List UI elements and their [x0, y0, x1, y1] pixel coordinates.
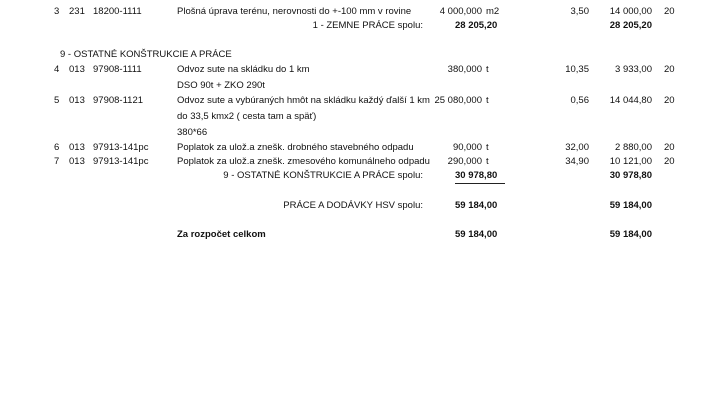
grand-total-value: 59 184,00 [609, 229, 652, 240]
row-quantity: 90,000 [452, 142, 482, 153]
subtotal-total: 28 205,20 [609, 20, 652, 31]
grand-total-label: Za rozpočet celkom [177, 229, 266, 240]
row-total: 2 880,00 [615, 142, 652, 153]
row-quantity: 4 000,000 [439, 6, 482, 17]
subtotal-label: 9 - OSTATNÉ KONŠTRUKCIE A PRÁCE spolu: [223, 170, 423, 181]
subtotal-label: 1 - ZEMNE PRÁCE spolu: [312, 20, 423, 31]
row-unit: t [486, 64, 489, 75]
row-vat: 20 [664, 142, 675, 153]
row-number: 6 [54, 142, 60, 153]
hsv-total: 59 184,00 [609, 200, 652, 211]
row-number: 3 [54, 6, 60, 17]
subtotal-underline [455, 183, 505, 184]
row-unit: m2 [486, 6, 500, 17]
row-unit: t [486, 156, 489, 167]
subtotal-quantity: 30 978,80 [455, 170, 498, 181]
row-total: 10 121,00 [609, 156, 652, 167]
row-type: 013 [69, 156, 85, 167]
row-description-note: do 33,5 kmx2 ( cesta tam a späť) [177, 111, 317, 122]
row-quantity: 290,000 [447, 156, 482, 167]
row-number: 4 [54, 64, 60, 75]
row-type: 013 [69, 95, 85, 106]
row-unit-price: 32,00 [565, 142, 589, 153]
row-code: 97913-141pc [93, 142, 149, 153]
row-total: 14 000,00 [609, 6, 652, 17]
row-vat: 20 [664, 156, 675, 167]
row-code: 18200-1111 [93, 6, 142, 17]
row-number: 7 [54, 156, 60, 167]
row-code: 97908-1111 [93, 64, 142, 75]
row-total: 14 044,80 [609, 95, 652, 106]
row-vat: 20 [664, 95, 675, 106]
subtotal-total: 30 978,80 [609, 170, 652, 181]
grand-total-quantity: 59 184,00 [455, 229, 498, 240]
section-title: 9 - OSTATNÉ KONŠTRUKCIE A PRÁCE [60, 49, 232, 60]
row-unit: t [486, 95, 489, 106]
row-description-note: DSO 90t + ZKO 290t [177, 80, 265, 91]
row-unit: t [486, 142, 489, 153]
row-unit-price: 34,90 [565, 156, 589, 167]
row-number: 5 [54, 95, 60, 106]
hsv-label: PRÁCE A DODÁVKY HSV spolu: [283, 200, 423, 211]
row-description-calc: 380*66 [177, 127, 208, 138]
row-description: Odvoz sute na skládku do 1 km [177, 64, 310, 75]
row-vat: 20 [664, 6, 675, 17]
subtotal-quantity: 28 205,20 [455, 20, 498, 31]
row-quantity: 25 080,000 [434, 95, 482, 106]
row-quantity: 380,000 [447, 64, 482, 75]
row-total: 3 933,00 [615, 64, 652, 75]
row-description: Plošná úprava terénu, nerovnosti do +-100 mm v rovine [177, 6, 412, 17]
row-unit-price: 3,50 [570, 6, 589, 17]
row-code: 97908-1121 [93, 95, 144, 106]
row-code: 97913-141pc [93, 156, 149, 167]
hsv-quantity: 59 184,00 [455, 200, 498, 211]
row-description: Poplatok za ulož.a znešk. drobného stavebného odpadu [177, 142, 414, 153]
row-description: Poplatok za ulož.a znešk. zmesového komunálneho odpadu [177, 156, 430, 167]
row-vat: 20 [664, 64, 675, 75]
row-description: Odvoz sute a vybúraných hmôt na skládku každý ďalší 1 km [177, 95, 430, 106]
row-unit-price: 10,35 [565, 64, 589, 75]
row-type: 013 [69, 64, 85, 75]
row-unit-price: 0,56 [570, 95, 589, 106]
row-type: 231 [69, 6, 85, 17]
row-type: 013 [69, 142, 85, 153]
